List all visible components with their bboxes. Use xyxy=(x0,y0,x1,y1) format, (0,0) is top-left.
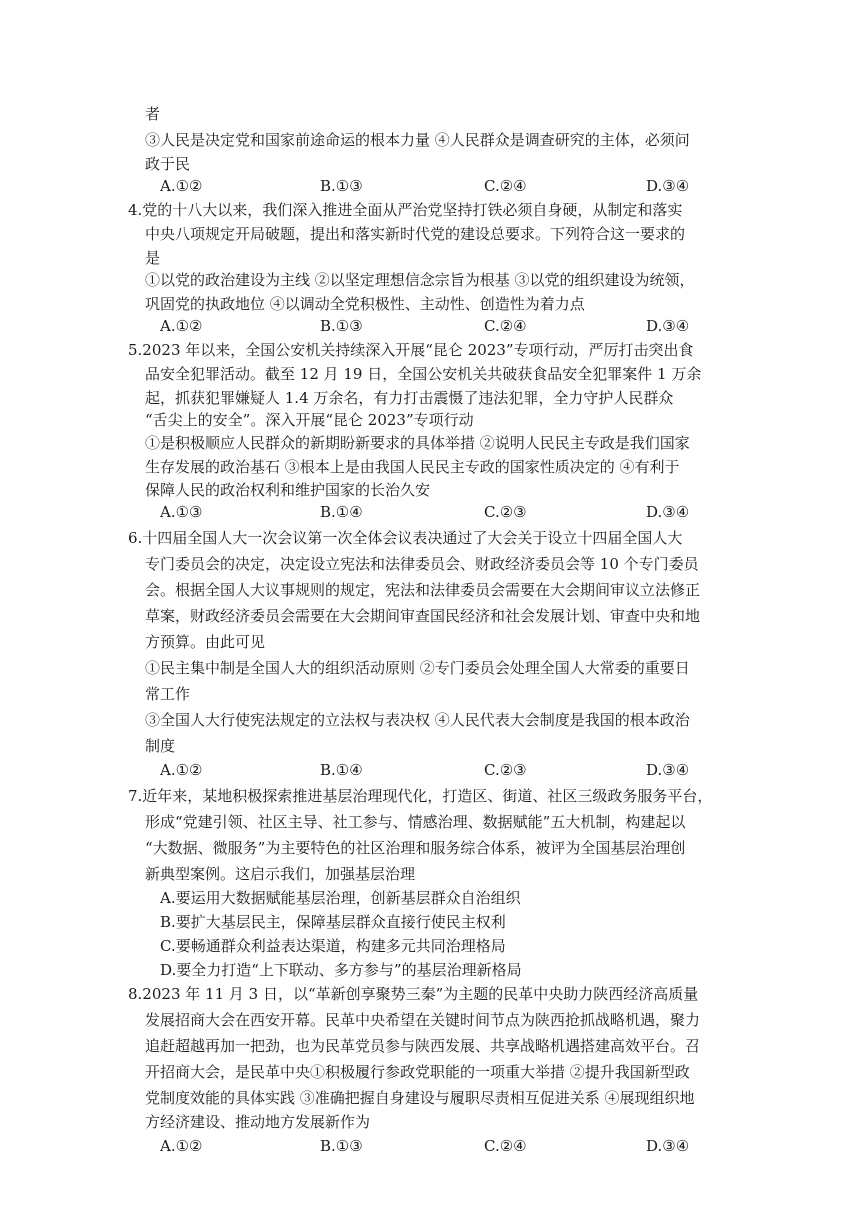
q3-continuation: 者 xyxy=(145,105,161,123)
q6-stem-line: 专门委员会的决定，决定设立宪法和法律委员会、财政经济委员会等 10 个专门委员 xyxy=(145,555,699,573)
q6-stem-line: 6.十四届全国人大一次会议第一次全体会议表决通过了大会关于设立十四届全国人大 xyxy=(128,529,683,547)
q7-stem-line: 形成“党建引领、社区主导、社工参与、情感治理、数据赋能”五大机制，构建起以 xyxy=(145,813,686,831)
q7-stem-line: 7.近年来，某地积极探索推进基层治理现代化，打造区、街道、社区三级政务服务平台， xyxy=(128,787,713,805)
q6-statement-line: 常工作 xyxy=(145,685,191,703)
q4-stem-line: 4.党的十八大以来，我们深入推进全面从严治党坚持打铁必须自身硬，从制定和落实 xyxy=(128,201,683,219)
q5-stem-line: 品安全犯罪活动。截至 12 月 19 日，全国公安机关共破获食品安全犯罪案件 1 万余 xyxy=(145,365,702,383)
choice-c[interactable]: C.②④ xyxy=(484,317,527,335)
choice-b[interactable]: B.①③ xyxy=(320,1137,363,1155)
choice-d[interactable]: D.③④ xyxy=(646,177,690,195)
q7-option-d[interactable]: D.要全力打造“上下联动、多方参与”的基层治理新格局 xyxy=(160,961,522,979)
choice-d[interactable]: D.③④ xyxy=(646,317,690,335)
q7-stem-line: 新典型案例。这启示我们，加强基层治理 xyxy=(145,865,416,883)
q8-stem-line: 追赶超越再加一把劲，也为民革党员参与陕西发展、共享战略机遇搭建高效平台。召 xyxy=(145,1037,701,1055)
choice-b[interactable]: B.①④ xyxy=(320,503,363,521)
q4-stem-line: 中央八项规定开局破题，提出和落实新时代党的建设总要求。下列符合这一要求的 xyxy=(145,225,686,243)
q8-stem-line: 党制度效能的具体实践 ③准确把握自身建设与履职尽责相互促进关系 ④展现组织地 xyxy=(145,1089,695,1107)
choice-c[interactable]: C.②④ xyxy=(484,177,527,195)
choice-d[interactable]: D.③④ xyxy=(646,1137,690,1155)
choice-c[interactable]: C.②③ xyxy=(484,761,527,779)
q4-statement-line: 巩固党的执政地位 ④以调动全党积极性、主动性、创造性为着力点 xyxy=(145,295,585,313)
choice-d[interactable]: D.③④ xyxy=(646,503,690,521)
q6-stem-line: 方预算。由此可见 xyxy=(145,633,266,651)
q6-choices xyxy=(0,760,860,780)
q5-statement-line: 保障人民的政治权利和维护国家的长治久安 xyxy=(145,481,431,499)
q5-stem-line: 起，抓获犯罪嫌疑人 1.4 万余名，有力打击震慑了违法犯罪，全力守护人民群众 xyxy=(145,389,674,407)
q8-stem-line: 方经济建设、推动地方发展新作为 xyxy=(145,1113,371,1131)
q8-choices xyxy=(0,1136,860,1156)
q6-statement-line: 制度 xyxy=(145,737,176,755)
q6-statement-line: ③全国人大行使宪法规定的立法权与表决权 ④人民代表大会制度是我国的根本政治 xyxy=(145,711,690,729)
choice-c[interactable]: C.②③ xyxy=(484,503,527,521)
choice-b[interactable]: B.①④ xyxy=(320,761,363,779)
q5-stem-line: “舌尖上的安全”。深入开展“昆仑 2023”专项行动 xyxy=(145,411,474,429)
choice-a[interactable]: A.①③ xyxy=(160,503,203,521)
q7-option-a[interactable]: A.要运用大数据赋能基层治理，创新基层群众自治组织 xyxy=(160,889,521,907)
q4-choices xyxy=(0,316,860,336)
choice-c[interactable]: C.②④ xyxy=(484,1137,527,1155)
q8-stem-line: 开招商大会，是民革中央①积极履行参政党职能的一项重大举措 ②提升我国新型政 xyxy=(145,1063,690,1081)
q7-option-b[interactable]: B.要扩大基层民主，保障基层群众直接行使民主权利 xyxy=(160,913,506,931)
q8-stem-line: 8.2023 年 11 月 3 日，以“革新创享聚势三秦”为主题的民革中央助力陕西经济高质量 xyxy=(128,985,699,1003)
q8-stem-line: 发展招商大会在西安开幕。民革中央希望在关键时间节点为陕西抢抓战略机遇，聚力 xyxy=(145,1011,701,1029)
q4-stem-line: 是 xyxy=(145,249,161,267)
choice-a[interactable]: A.①② xyxy=(160,317,203,335)
choice-a[interactable]: A.①② xyxy=(160,761,203,779)
q3-statement-line: 政于民 xyxy=(145,155,191,173)
choice-b[interactable]: B.①③ xyxy=(320,177,363,195)
q6-stem-line: 草案，财政经济委员会需要在大会期间审查国民经济和社会发展计划、审查中央和地 xyxy=(145,607,701,625)
q7-stem-line: “大数据、微服务”为主要特色的社区治理和服务综合体系，被评为全国基层治理创 xyxy=(145,839,686,857)
q7-option-c[interactable]: C.要畅通群众利益表达渠道，构建多元共同治理格局 xyxy=(160,937,506,955)
q5-choices xyxy=(0,502,860,522)
q5-statement-line: 生存发展的政治基石 ③根本上是由我国人民民主专政的国家性质决定的 ④有利于 xyxy=(145,458,680,476)
q6-statement-line: ①民主集中制是全国人大的组织活动原则 ②专门委员会处理全国人大常委的重要日 xyxy=(145,659,690,677)
choice-a[interactable]: A.①② xyxy=(160,1137,203,1155)
q5-stem-line: 5.2023 年以来，全国公安机关持续深入开展“昆仑 2023”专项行动，严厉打击突出食 xyxy=(128,341,694,359)
q3-choices xyxy=(0,176,860,196)
q4-statement-line: ①以党的政治建设为主线 ②以坚定理想信念宗旨为根基 ③以党的组织建设为统领， xyxy=(145,271,695,289)
q3-statement-line: ③人民是决定党和国家前途命运的根本力量 ④人民群众是调查研究的主体，必须问 xyxy=(145,131,690,149)
choice-a[interactable]: A.①② xyxy=(160,177,203,195)
q6-stem-line: 会。根据全国人大议事规则的规定，宪法和法律委员会需要在大会期间审议立法修正 xyxy=(145,581,701,599)
choice-d[interactable]: D.③④ xyxy=(646,761,690,779)
q5-statement-line: ①是积极顺应人民群众的新期盼新要求的具体举措 ②说明人民民主专政是我们国家 xyxy=(145,434,690,452)
choice-b[interactable]: B.①③ xyxy=(320,317,363,335)
